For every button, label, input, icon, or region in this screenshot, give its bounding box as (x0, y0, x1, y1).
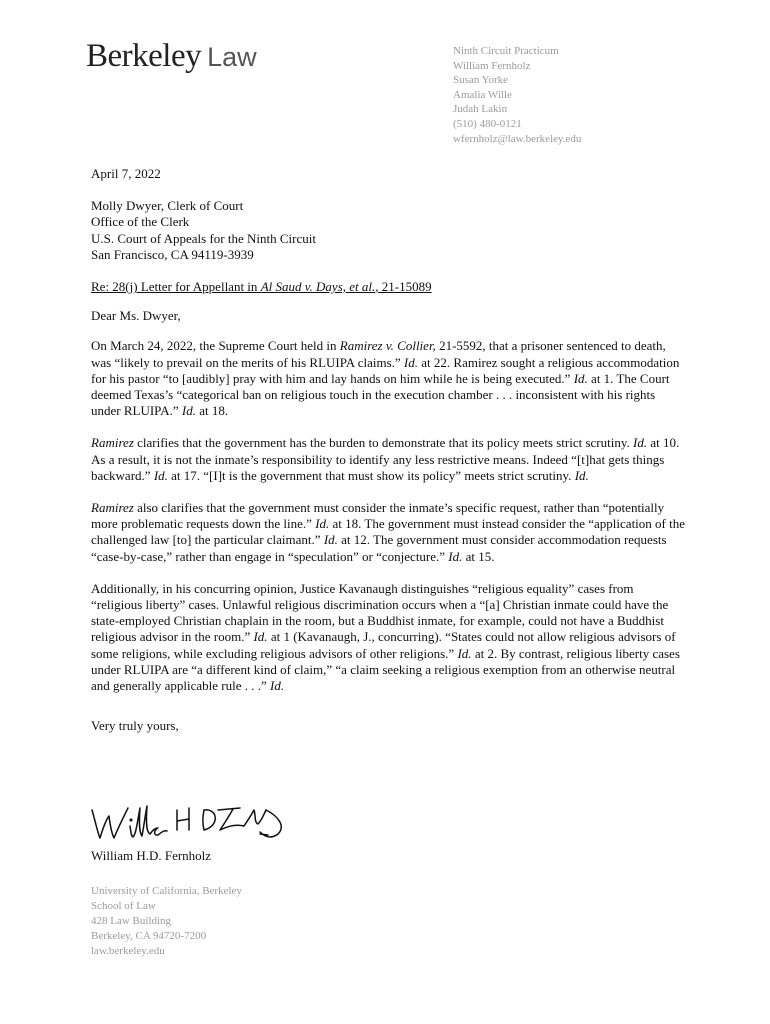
salutation: Dear Ms. Dwyer, (91, 308, 181, 324)
id-citation: Id. (253, 629, 268, 645)
handwritten-signature (88, 794, 298, 844)
berkeley-law-logo (86, 38, 257, 75)
subject-suffix: , 21-15089 (375, 279, 432, 295)
paragraph-holding (91, 338, 686, 419)
id-citation: Id. (323, 532, 338, 548)
case-citation: Ramirez (91, 500, 134, 516)
footer-line: University of California, Berkeley (91, 885, 242, 897)
id-citation: Id. (448, 548, 463, 564)
footer-line: School of Law (91, 900, 156, 913)
paragraph-burden (91, 435, 686, 484)
text-run: clarifies that the government has the burden to demonstrate that its policy meets strict scrutiny. (133, 435, 634, 451)
logo-name: Berkeley (86, 38, 202, 74)
address-line: Office of the Clerk (91, 214, 190, 230)
case-citation: Ramirez (91, 435, 134, 451)
id-citation: Id. (181, 403, 196, 419)
logo-law: Law (207, 42, 257, 72)
signer-name: William H.D. Fernholz (91, 848, 212, 863)
subject-prefix: Re: 28(j) Letter for Appellant in (91, 279, 261, 295)
letter-body (91, 166, 686, 734)
address-line: Molly Dwyer, Clerk of Court (91, 198, 244, 214)
closing: Very truly yours, (91, 718, 179, 734)
address-line: San Francisco, CA 94119-3939 (91, 246, 254, 262)
text-run: at 22. Ramirez sought a religious accommodation for his pastor “to [audibly] pray with him and lay hands on him while he is being executed.” (91, 354, 680, 386)
contact-line: Amalia Wille (453, 88, 512, 101)
subject-line (91, 279, 686, 295)
recipient-address (91, 198, 686, 263)
letter-date: April 7, 2022 (91, 166, 161, 181)
contact-line: Susan Yorke (453, 74, 509, 87)
contact-block (453, 44, 581, 146)
contact-line: (510) 480-0121 (453, 117, 522, 130)
id-citation: Id. (573, 370, 588, 386)
text-run: at 18. The government must instead consider the “application of the challenged law [to] the particular claimant.” (91, 516, 685, 548)
case-citation: Ramirez v. Collier, (339, 338, 436, 354)
text-run: Additionally, in his concurring opinion, Justice Kavanaugh distinguishes “religious equality” cases from “religious liberty” cases. Unlawful religious discrimination occurs when a “[a] Christian inmate could have the state-employed Christian chaplain in the room, but a Buddhist inmate, for example, could not have a Buddhist religious advisor in the room.” (91, 580, 669, 645)
id-citation: Id. (457, 645, 472, 661)
text-run: also clarifies that the government must consider the inmate’s specific request, rather than “potentially more problematic requests down the line.” (91, 500, 665, 532)
paragraph-specific-request (91, 500, 686, 565)
id-citation: Id. (270, 678, 285, 694)
id-citation: Id. (153, 467, 168, 483)
contact-line: Judah Lakin (453, 103, 508, 116)
footer-address (91, 884, 242, 959)
address-line: U.S. Court of Appeals for the Ninth Circuit (91, 230, 316, 246)
text-run: at 2. By contrast, religious liberty cases under RLUIPA are “a different kind of claim,” “a claim seeking a religious exemption from an otherwise neutral and generally applicable rule . . .” (91, 645, 680, 694)
id-citation: Id. (633, 435, 648, 451)
contact-email: wfernholz@law.berkeley.edu (453, 132, 582, 145)
contact-line: William Fernholz (453, 59, 531, 72)
footer-website: law.berkeley.edu (91, 945, 165, 958)
footer-line: Berkeley, CA 94720-7200 (91, 930, 207, 943)
text-run: On March 24, 2022, the Supreme Court held in (91, 338, 340, 354)
contact-line: Ninth Circuit Practicum (453, 45, 559, 57)
id-citation: Id. (315, 516, 330, 532)
text-run: at 1 (Kavanaugh, J., concurring). “States could not allow religious advisors of some religions, while excluding religious advisors of other religions.” (91, 629, 676, 661)
text-run: 21-5592, that a prisoner sentenced to death, was “likely to prevail on the merits of his RLUIPA claims.” (91, 338, 666, 370)
id-citation: Id. (403, 354, 419, 370)
text-run: at 12. The government must consider accommodation requests “case-by-case,” rather than engage in “speculation” or “conjecture.” (91, 532, 667, 564)
text-run: at 15. (462, 548, 495, 564)
paragraph-concurrence (91, 581, 686, 694)
text-run: at 18. (195, 403, 229, 419)
text-run: at 1. The Court deemed Texas’s “categorical ban on religious touch in the execution chamber . . . inconsistent with his rights under RLUIPA.” (91, 370, 670, 419)
text-run: at 10. As a result, it is not the inmate’s responsibility to identify any less restrictive means. Indeed “[t]hat gets things backward.” (91, 435, 680, 483)
id-citation: Id. (574, 467, 589, 483)
subject-case-name: Al Saud v. Days, et al. (260, 279, 376, 295)
text-run: at 17. “[I]t is the government that must show its policy” meets strict scrutiny. (167, 467, 575, 483)
footer-line: 428 Law Building (91, 915, 172, 928)
